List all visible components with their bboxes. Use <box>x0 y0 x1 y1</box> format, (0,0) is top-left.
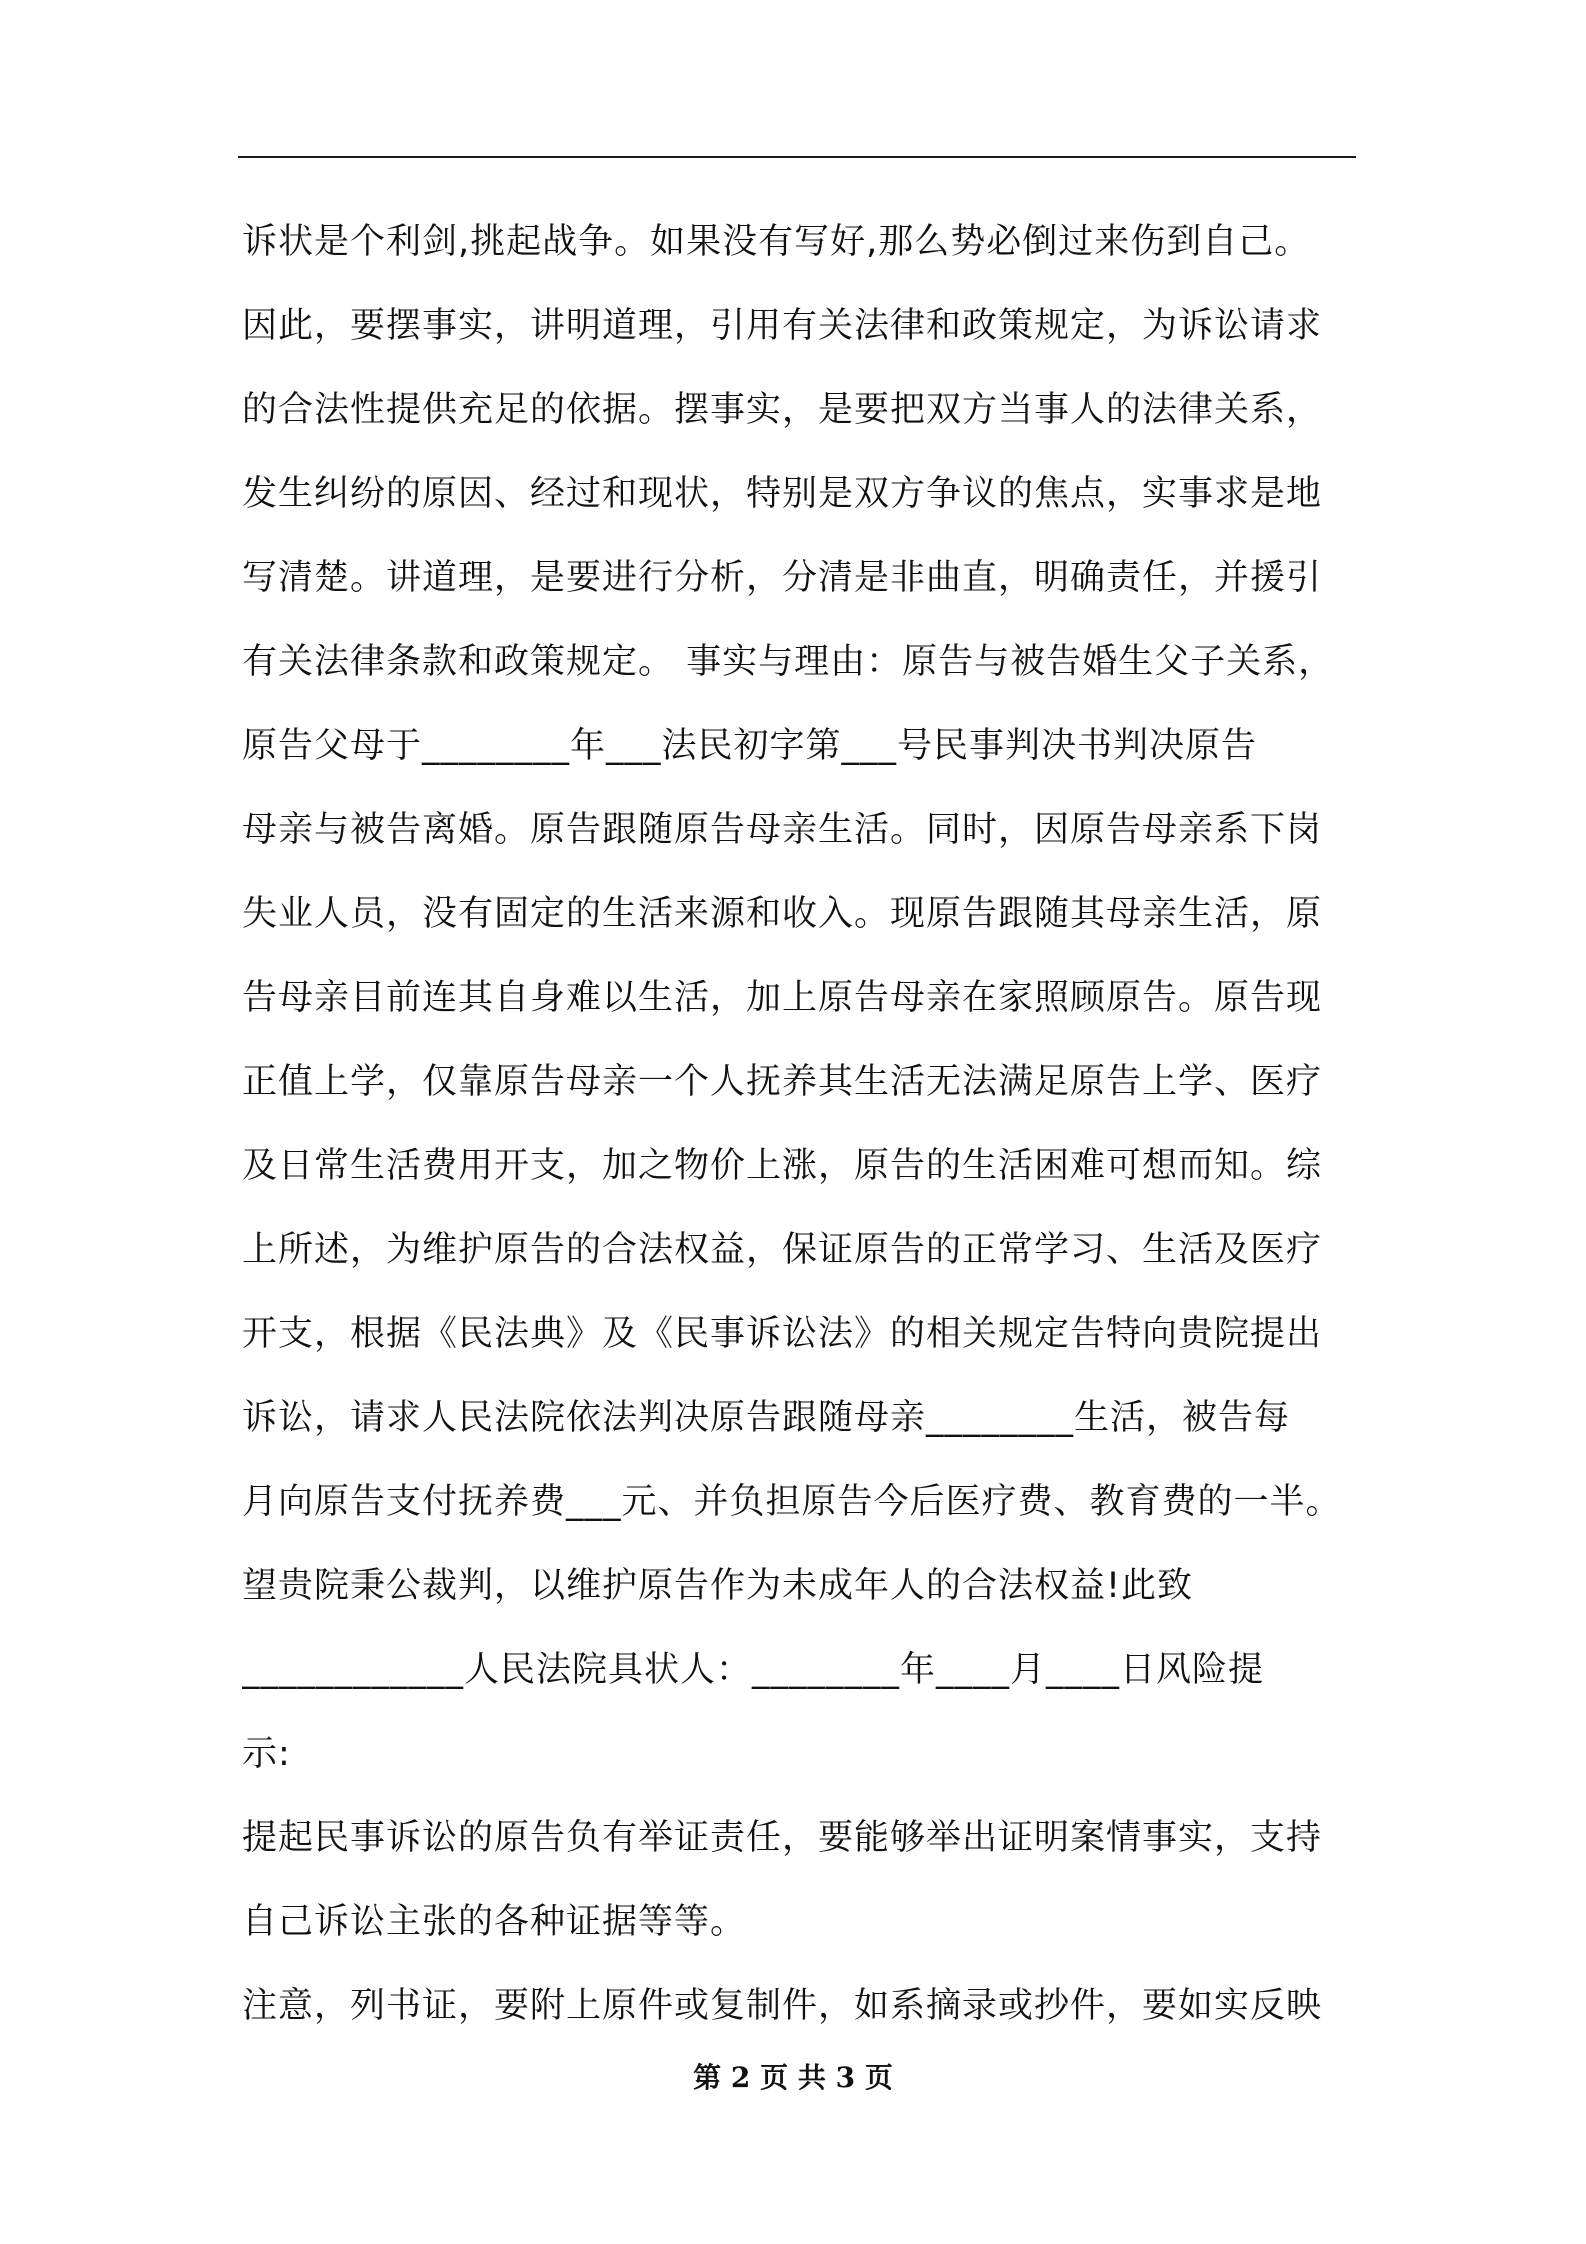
body-line: 因此，要摆事实，讲明道理，引用有关法律和政策规定，为诉讼请求 <box>242 306 1323 346</box>
document-body <box>242 200 1358 2048</box>
body-line: 提起民事诉讼的原告负有举证责任，要能够举出证明案情事实，支持 <box>242 1818 1323 1858</box>
body-line: 及日常生活费用开支，加之物价上涨，原告的生活困难可想而知。综 <box>242 1146 1323 1186</box>
body-line: 正值上学，仅靠原告母亲一个人抚养其生活无法满足原告上学、医疗 <box>242 1062 1323 1102</box>
body-line: 失业人员，没有固定的生活来源和收入。现原告跟随其母亲生活，原 <box>242 894 1323 934</box>
body-line: 诉状是个利剑,挑起战争。如果没有写好,那么势必倒过来伤到自己。 <box>242 222 1311 262</box>
body-line: 诉讼，请求人民法院依法判决原告跟随母亲________生活，被告每 <box>242 1398 1291 1438</box>
body-line: 的合法性提供充足的依据。摆事实，是要把双方当事人的法律关系， <box>242 390 1323 430</box>
body-line: ____________人民法院具状人：________年____月____日风险提 <box>242 1650 1265 1690</box>
page-number-footer: 第 2 页 共 3 页 <box>693 2061 893 2094</box>
body-line: 写清楚。讲道理，是要进行分析，分清是非曲直，明确责任，并援引 <box>242 558 1323 598</box>
body-line: 示: <box>242 1734 291 1774</box>
body-line: 有关法律条款和政策规定。 事实与理由：原告与被告婚生父子关系， <box>242 642 1335 682</box>
body-line: 月向原告支付抚养费___元、并负担原告今后医疗费、教育费的一半。 <box>242 1482 1342 1522</box>
body-line: 母亲与被告离婚。原告跟随原告母亲生活。同时，因原告母亲系下岗 <box>242 810 1323 850</box>
body-line: 发生纠纷的原因、经过和现状，特别是双方争议的焦点，实事求是地 <box>242 474 1323 514</box>
body-line: 注意，列书证，要附上原件或复制件，如系摘录或抄件，要如实反映 <box>242 1986 1323 2026</box>
body-line: 望贵院秉公裁判，以维护原告作为未成年人的合法权益!此致 <box>242 1566 1194 1606</box>
body-line: 原告父母于________年___法民初字第___号民事判决书判决原告 <box>242 726 1258 766</box>
body-line: 自己诉讼主张的各种证据等等。 <box>242 1902 747 1942</box>
body-line: 上所述，为维护原告的合法权益，保证原告的正常学习、生活及医疗 <box>242 1230 1323 1270</box>
header-divider <box>238 156 1356 158</box>
body-line: 开支，根据《民法典》及《民事诉讼法》的相关规定告特向贵院提出 <box>242 1314 1323 1354</box>
body-line: 告母亲目前连其自身难以生活，加上原告母亲在家照顾原告。原告现 <box>242 978 1323 1018</box>
